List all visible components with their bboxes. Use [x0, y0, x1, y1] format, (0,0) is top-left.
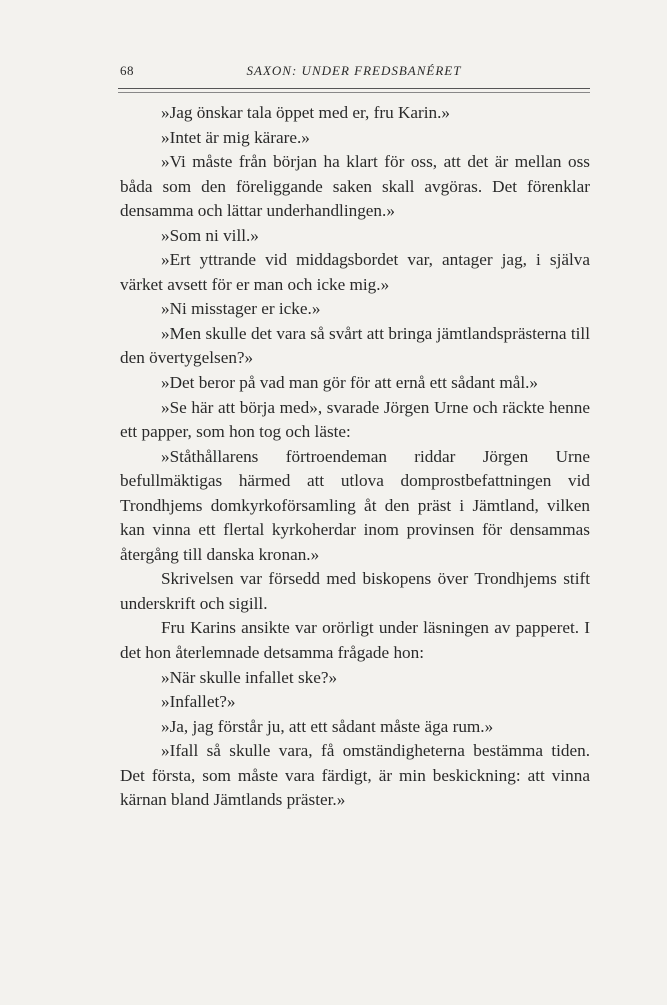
running-title: SAXON: UNDER FREDSBANÉRET	[246, 63, 462, 78]
paragraph: »När skulle infallet ske?»	[161, 667, 338, 687]
paragraph: Fru Karins ansikte var orörligt under läsningen av papperet. I det hon återlemnade detsamma frågade hon:	[120, 618, 590, 663]
paragraph: »Ja, jag förstår ju, att ett sådant måste äga rum.»	[161, 716, 494, 736]
paragraph: »Som ni vill.»	[161, 225, 259, 245]
header-rule-secondary	[118, 92, 590, 93]
paragraph: »Ståthållarens förtroendeman riddar Jörgen Urne befullmäktigas härmed att utlova domprostbefattningen vid Trondhjems domkyrkoförsamling åt den präst i Jämtland, vilken kan vinna ett flertal kyrkoherdar inom provinsen för densammas återgång till danska kronan.»	[120, 446, 590, 564]
paragraph: »Intet är mig kärare.»	[161, 127, 310, 147]
paragraph: »Ni misstager er icke.»	[161, 299, 321, 319]
header-rule	[118, 88, 590, 89]
page-header	[120, 63, 588, 83]
paragraph: »Jag önskar tala öppet med er, fru Karin.»	[161, 103, 451, 122]
body-text	[120, 101, 590, 813]
paragraph: »Vi måste från början ha klart för oss, att det är mellan oss båda som den föreliggande saken skall avgöras. Det förenklar densamma och lättar underhandlingen.»	[120, 152, 590, 221]
paragraph: »Ifall så skulle vara, få omständigheterna bestämma tiden. Det första, som måste vara färdigt, är min beskickning: att vinna kärnan bland Jämtlands präster.»	[120, 741, 590, 810]
paragraph: Skrivelsen var försedd med biskopens över Trondhjems stift underskrift och sigill.	[120, 569, 590, 613]
paragraph: »Infallet?»	[161, 692, 236, 712]
page-number: 68	[120, 63, 134, 78]
paragraph: »Det beror på vad man gör för att ernå ett sådant mål.»	[161, 373, 539, 393]
paragraph: »Men skulle det vara så svårt att bringa jämtlandsprästerna till den övertygelsen?»	[120, 323, 590, 368]
paragraph: »Se här att börja med», svarade Jörgen Urne och räckte henne ett papper, som hon tog och läste:	[120, 397, 590, 442]
paragraph: »Ert yttrande vid middagsbordet var, antager jag, i själva värket avsett för er man och icke mig.»	[120, 250, 590, 294]
